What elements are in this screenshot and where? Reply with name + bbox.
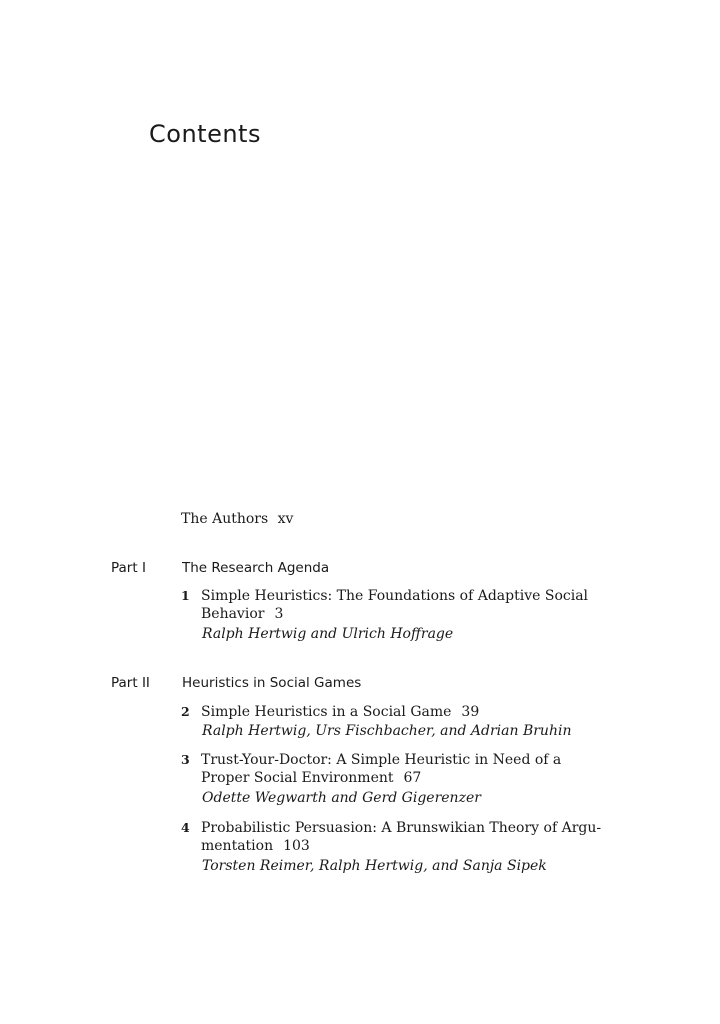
chapter-authors: Torsten Reimer, Ralph Hertwig, and Sanja Sipek	[202, 858, 547, 874]
chapter-title-line-1	[201, 703, 621, 721]
toc-front-matter-entry[interactable]	[181, 510, 293, 528]
chapter-page: 103	[283, 838, 310, 854]
toc-chapter-entry[interactable]	[201, 703, 621, 721]
chapter-title-line-2	[201, 837, 621, 855]
chapter-authors: Odette Wegwarth and Gerd Gigerenzer	[202, 790, 481, 806]
chapter-title-line: Simple Heuristics: The Foundations of Adaptive Social	[201, 588, 589, 604]
chapter-number: 2	[181, 704, 190, 719]
toc-entry-title: The Authors	[181, 511, 269, 527]
chapter-authors: Ralph Hertwig and Ulrich Hoffrage	[202, 626, 454, 642]
chapter-title-line: Behavior	[201, 606, 265, 622]
part-label: Part I	[111, 560, 146, 576]
part-label: Part II	[111, 675, 150, 691]
chapter-title-line-2	[201, 605, 621, 623]
chapter-page: 3	[274, 606, 284, 622]
toc-entry-page: xv	[277, 511, 294, 527]
part-title: Heuristics in Social Games	[182, 675, 362, 691]
page-title: Contents	[149, 120, 261, 148]
chapter-number: 4	[181, 820, 190, 835]
chapter-title-line: Probabilistic Persuasion: A Brunswikian Theory of Argu-	[201, 820, 602, 836]
chapter-title-line: Trust-Your-Doctor: A Simple Heuristic in Need of a	[201, 752, 562, 768]
chapter-page: 67	[403, 770, 422, 786]
chapter-authors: Ralph Hertwig, Urs Fischbacher, and Adrian Bruhin	[202, 723, 572, 739]
chapter-title-line: mentation	[201, 838, 274, 854]
toc-chapter-entry[interactable]	[201, 819, 621, 855]
chapter-number: 1	[181, 588, 190, 603]
toc-chapter-entry[interactable]	[201, 751, 621, 787]
toc-chapter-entry[interactable]	[201, 587, 621, 623]
chapter-title-line-2	[201, 769, 621, 787]
chapter-title-line: Simple Heuristics in a Social Game	[201, 704, 452, 720]
chapter-title-line: Proper Social Environment	[201, 770, 394, 786]
chapter-page: 39	[461, 704, 480, 720]
chapter-number: 3	[181, 752, 190, 767]
part-title: The Research Agenda	[182, 560, 330, 576]
